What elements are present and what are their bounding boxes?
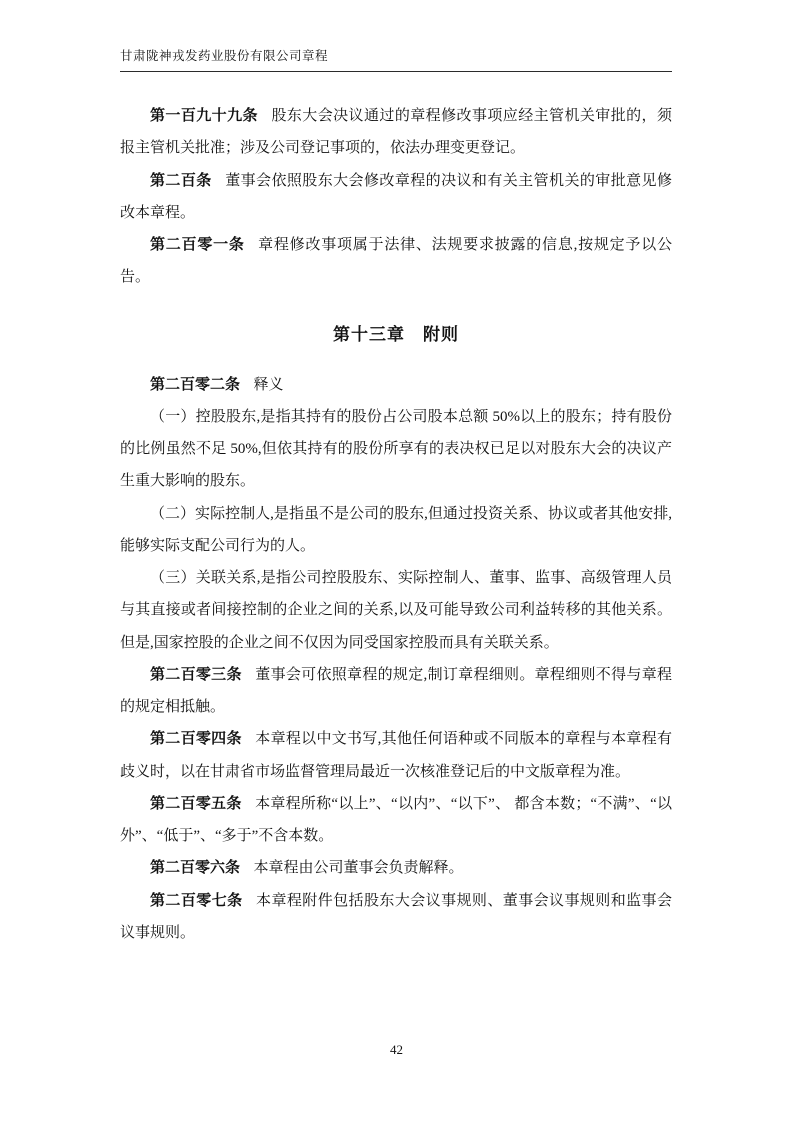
article-paragraph-206: [120, 852, 672, 884]
article-number: 第二百零七条: [150, 892, 243, 909]
article-text: 本章程所称“以上”、“以内”、“以下”、 都含本数；“不满”、“以外”、“低于”、“多于”不含本数。: [120, 795, 672, 844]
article-text: （一）控股股东,是指其持有的股份占公司股本总额 50%以上的股东；持有股份的比例虽然不足 50%,但依其持有的股份所享有的表决权已足以对股东大会的决议产生重大影响的股东。: [120, 408, 672, 490]
page-header: [120, 46, 672, 72]
article-paragraph-202: [120, 369, 672, 401]
article-paragraph-205: [120, 788, 672, 853]
article-text: 董事会可依照章程的规定,制订章程细则。章程细则不得与章程的规定相抵触。: [120, 666, 672, 715]
definition-item-3: [120, 562, 672, 659]
article-text: 董事会依照股东大会修改章程的决议和有关主管机关的审批意见修改本章程。: [120, 172, 672, 221]
article-paragraph-200: [120, 165, 672, 230]
document-body: [120, 100, 672, 949]
article-paragraph-204: [120, 723, 672, 788]
article-number: 第一百九十九条: [150, 108, 258, 124]
article-text: 本章程以中文书写,其他任何语种或不同版本的章程与本章程有歧义时，以在甘肃省市场监督管理局最近一次核准登记后的中文版章程为准。: [120, 731, 672, 780]
article-paragraph-201: [120, 229, 672, 294]
article-text: 本章程附件包括股东大会议事规则、董事会议事规则和监事会议事规则。: [120, 892, 672, 941]
article-paragraph-203: [120, 659, 672, 724]
article-text: 释义: [253, 376, 284, 393]
article-number: 第二百零三条: [150, 666, 242, 683]
definition-item-1: [120, 401, 672, 498]
header-title: 甘肃陇神戎发药业股份有限公司章程: [120, 49, 329, 63]
chapter-heading: 第十三章 附则: [333, 324, 459, 344]
article-number: 第二百零二条: [150, 376, 241, 393]
article-number: 第二百零五条: [150, 795, 242, 812]
article-text: （三）关联关系,是指公司控股股东、实际控制人、董事、监事、高级管理人员与其直接或者间接控制的企业之间的关系,以及可能导致公司利益转移的其他关系。但是,国家控股的企业之间不仅因为同受国家控股而具有关联关系。: [120, 570, 672, 651]
article-paragraph-207: [120, 885, 672, 950]
page-number: 42: [390, 1042, 403, 1057]
article-number: 第二百零一条: [150, 237, 245, 253]
article-number: 第二百条: [150, 172, 212, 189]
article-number: 第二百零六条: [150, 860, 241, 877]
article-number: 第二百零四条: [150, 731, 242, 748]
article-text: 本章程由公司董事会负责解释。: [253, 860, 464, 877]
definition-item-2: [120, 498, 672, 563]
article-text: 章程修改事项属于法律、法规要求披露的信息,按规定予以公告。: [120, 237, 672, 286]
article-text: （二）实际控制人,是指虽不是公司的股东,但通过投资关系、协议或者其他安排,能够实际支配公司行为的人。: [120, 505, 672, 554]
article-paragraph-199: [120, 100, 672, 165]
article-text: 股东大会决议通过的章程修改事项应经主管机关审批的，须报主管机关批准；涉及公司登记事项的，依法办理变更登记。: [120, 108, 672, 157]
